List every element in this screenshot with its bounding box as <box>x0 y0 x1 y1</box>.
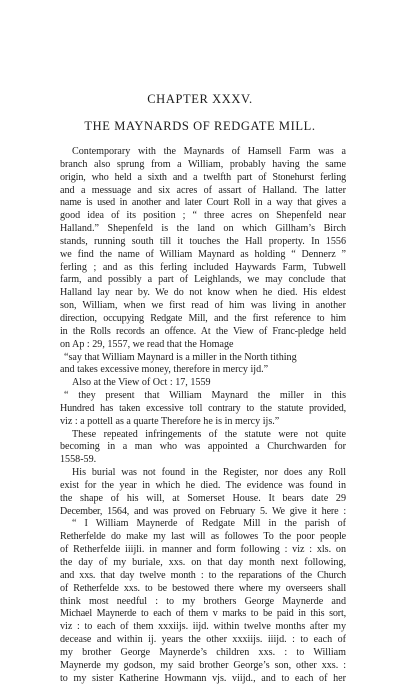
text-line: Halland.” Shepenfeld is the land on which Gillham’s Birch <box>60 223 346 235</box>
text-line: viz : a pottell as a quarte Therefore he is in mercy ijs.” <box>60 415 280 427</box>
text-line: ferling ; and as this ferling included Haywards Farm, Tubwell <box>60 261 346 273</box>
text-line: to my sister Katherine Howmann vjs. viijd., and to each of her <box>60 672 346 684</box>
text-line: son, William, when we first read of him was living in another <box>60 300 346 312</box>
text-line: the day of my buriale, xxs. on that day month next following, <box>60 557 346 568</box>
text-line: name is used in another and later Court Roll in a way that gives a <box>60 197 346 209</box>
text-line: and takes excessive money, therefore in mercy ijd.” <box>60 364 269 376</box>
chapter-heading: CHAPTER XXXV. <box>147 92 253 106</box>
text-line: becoming in a man who was appointed a Churchwarden for <box>60 441 346 453</box>
text-line: origin, who held a sixth and a twelfth part of Stonehurst ferling <box>60 171 346 183</box>
text-line: of Retherfelde iiijli. in manner and form following : viz : xls. on <box>60 544 346 556</box>
text-line: and xxs. that day twelve month : to the reparations of the Church <box>60 569 346 581</box>
text-line: decease and within ij. years the other xxxiijs. iiijd. : to each of <box>60 634 346 646</box>
body-text <box>60 146 346 685</box>
text-line: farm, and possibly a part of Leighlands, we may conclude that <box>60 274 346 286</box>
text-line: the shape of his will, at Somerset House. It bears date 29 <box>60 492 346 504</box>
text-line: my brother George Maynerde’s children xxs. : to William <box>60 646 346 658</box>
text-line: think most needful : to my brothers George Maynerde and <box>60 595 346 607</box>
text-line: stands, running south till it touches the Hall property. In 1556 <box>60 235 346 247</box>
text-line: “ they present that William Maynard the miller in this <box>64 390 346 402</box>
text-line: exist for the year in which he died. The evidence was found in <box>60 479 346 491</box>
text-line: on Ap : 29, 1557, we read that the Homage <box>60 338 234 350</box>
text-line: “ I William Maynerde of Redgate Mill in the parish of <box>72 518 346 530</box>
text-line: Halland lay near by. We do not know when he died. His eldest <box>60 287 346 299</box>
text-line: good idea of its position ; “ three acres on Shepenfeld near <box>60 210 346 222</box>
text-line: Also at the View of Oct : 17, 1559 <box>72 377 211 389</box>
text-line: December, 1564, and was proved on February 5. We give it here : <box>60 505 346 517</box>
text-line: Maynerde my godson, my said brother George’s son, other xxs. : <box>60 659 346 671</box>
text-line: we find the name of William Maynard as holding “ Dennerz ” <box>60 248 346 260</box>
text-line: His burial was not found in the Register, nor does any Roll <box>72 467 346 479</box>
text-line: of Retherfelde xxs. to be bestowed there where my overseers shall <box>60 582 346 594</box>
text-line: direction, occupying Redgate Mill, and the first reference to him <box>60 312 346 324</box>
text-line: These repeated infringements of the statute were not quite <box>72 428 346 440</box>
text-line: Retherfelde do make my last will as followes To the poor people <box>60 531 346 543</box>
text-line: “say that William Maynard is a miller in the North tithing <box>64 351 297 363</box>
text-line: Contemporary with the Maynards of Hamsell Farm was a <box>72 146 346 157</box>
text-line: branch also sprung from a William, probably having the same <box>60 158 346 170</box>
text-line: Hundred has taken excessive toll contrary to the statute provided, <box>60 402 346 414</box>
chapter-title: THE MAYNARDS OF REDGATE MILL. <box>84 119 316 133</box>
text-line: 1558-59. <box>60 454 97 466</box>
text-line: and a messuage and six acres of assart of Halland. The latter <box>60 184 346 196</box>
text-line: in the Rolls records an offence. At the View of Franc-pledge held <box>60 325 346 337</box>
text-line: Michael Maynerde to each of them v marks to be paid in this sort, <box>60 608 346 620</box>
text-line: viz : to each of them xxxiijs. iijd. within twelve months after my <box>60 621 346 633</box>
